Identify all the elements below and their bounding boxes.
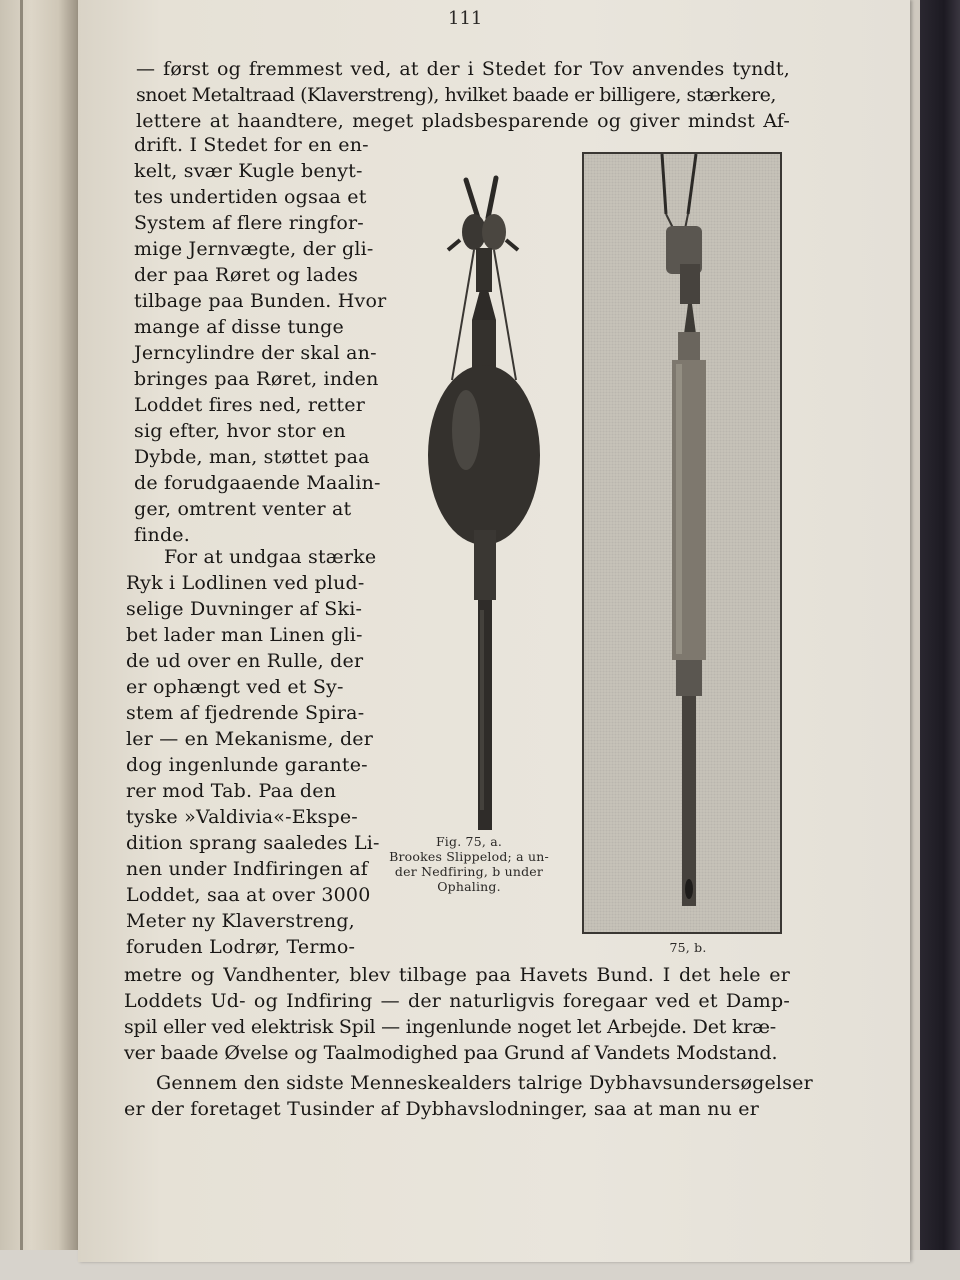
text-line: tes undertiden ogsaa et	[134, 186, 367, 208]
text-line: nen under Indfiringen af	[126, 858, 369, 880]
text-line: kelt, svær Kugle benyt-	[134, 160, 363, 182]
figure-75a-sounding-weight	[408, 170, 558, 830]
text-line: Dybde, man, støttet paa	[134, 446, 370, 468]
figure-75a-caption	[374, 834, 564, 894]
text-line: finde.	[134, 524, 190, 546]
paragraph-top	[136, 58, 790, 138]
page-number: 111	[448, 8, 483, 29]
text-line: spil eller ved elektrisk Spil — ingenlunde noget let Arbejde. Det kræ-	[124, 1016, 776, 1038]
text-line: Meter ny Klaverstreng,	[126, 910, 355, 932]
text-line: ver baade Øvelse og Taalmodighed paa Grund af Vandets Modstand.	[124, 1042, 778, 1064]
figure-75b-caption: 75, b.	[669, 940, 707, 955]
text-line: er der foretaget Tusinder af Dybhavslodninger, saa at man nu er	[124, 1098, 760, 1120]
text-line: Loddet fires ned, retter	[134, 394, 365, 416]
text-line: mange af disse tunge	[134, 316, 344, 338]
left-facing-page	[0, 0, 78, 1280]
text-line: bringes paa Røret, inden	[134, 368, 379, 390]
page-edge	[20, 0, 23, 1280]
text-line: rer mod Tab. Paa den	[126, 780, 337, 802]
text-line: bet lader man Linen gli-	[126, 624, 363, 646]
caption-line: der Nedfiring, b under	[394, 864, 544, 879]
paragraph-left-2	[126, 546, 380, 966]
caption-line: Ophaling.	[437, 879, 501, 894]
text-line: ler — en Mekanisme, der	[126, 728, 374, 750]
text-line: lettere at haandtere, meget pladsbesparende og giver mindst Af-	[136, 110, 790, 132]
figure-75b-plate	[582, 152, 782, 934]
text-line: Ryk i Lodlinen ved plud-	[126, 572, 365, 594]
text-line: sig efter, hvor stor en	[134, 420, 346, 442]
text-line: snoet Metaltraad (Klaverstreng), hvilket baade er billigere, stærkere,	[136, 84, 776, 106]
text-line: mige Jernvægte, der gli-	[134, 238, 374, 260]
text-line: er ophængt ved et Sy-	[126, 676, 344, 698]
caption-line: Fig. 75, a.	[435, 834, 503, 849]
text-line: Loddet, saa at over 3000	[126, 884, 371, 906]
text-line: tilbage paa Bunden. Hvor	[134, 290, 387, 312]
text-line: der paa Røret og lades	[134, 264, 359, 286]
paragraph-bottom	[124, 964, 813, 1124]
text-line: dition sprang saaledes Li-	[126, 832, 380, 854]
book-cover-edge	[920, 0, 960, 1280]
text-line: selige Duvninger af Ski-	[126, 598, 363, 620]
text-line: foruden Lodrør, Termo-	[126, 936, 356, 958]
text-line: stem af fjedrende Spira-	[126, 702, 365, 724]
text-line: ger, omtrent venter at	[134, 498, 352, 520]
text-line: de ud over en Rulle, der	[126, 650, 364, 672]
figure-75b-sounding-tube	[584, 154, 780, 932]
text-line: Jerncylindre der skal an-	[134, 342, 377, 364]
book-page	[78, 0, 910, 1262]
text-line: For at undgaa stærke	[164, 546, 377, 568]
text-line: tyske »Valdivia«-Ekspe-	[126, 806, 358, 828]
text-line: de forudgaaende Maalin-	[134, 472, 381, 494]
text-line: Gennem den sidste Menneskealders talrige Dybhavsundersøgelser	[156, 1072, 813, 1094]
caption-line: Brookes Slippelod; a un-	[389, 849, 549, 864]
text-line: metre og Vandhenter, blev tilbage paa Havets Bund. I det hele er	[124, 964, 790, 986]
text-line: drift. I Stedet for en en-	[134, 134, 369, 156]
paragraph-left-1	[134, 134, 387, 554]
text-line: Loddets Ud- og Indfiring — der naturligvis foregaar ved et Damp-	[124, 990, 790, 1012]
text-line: dog ingenlunde garante-	[126, 754, 368, 776]
text-line: — først og fremmest ved, at der i Stedet for Tov anvendes tyndt,	[136, 58, 790, 80]
text-line: System af flere ringfor-	[134, 212, 364, 234]
